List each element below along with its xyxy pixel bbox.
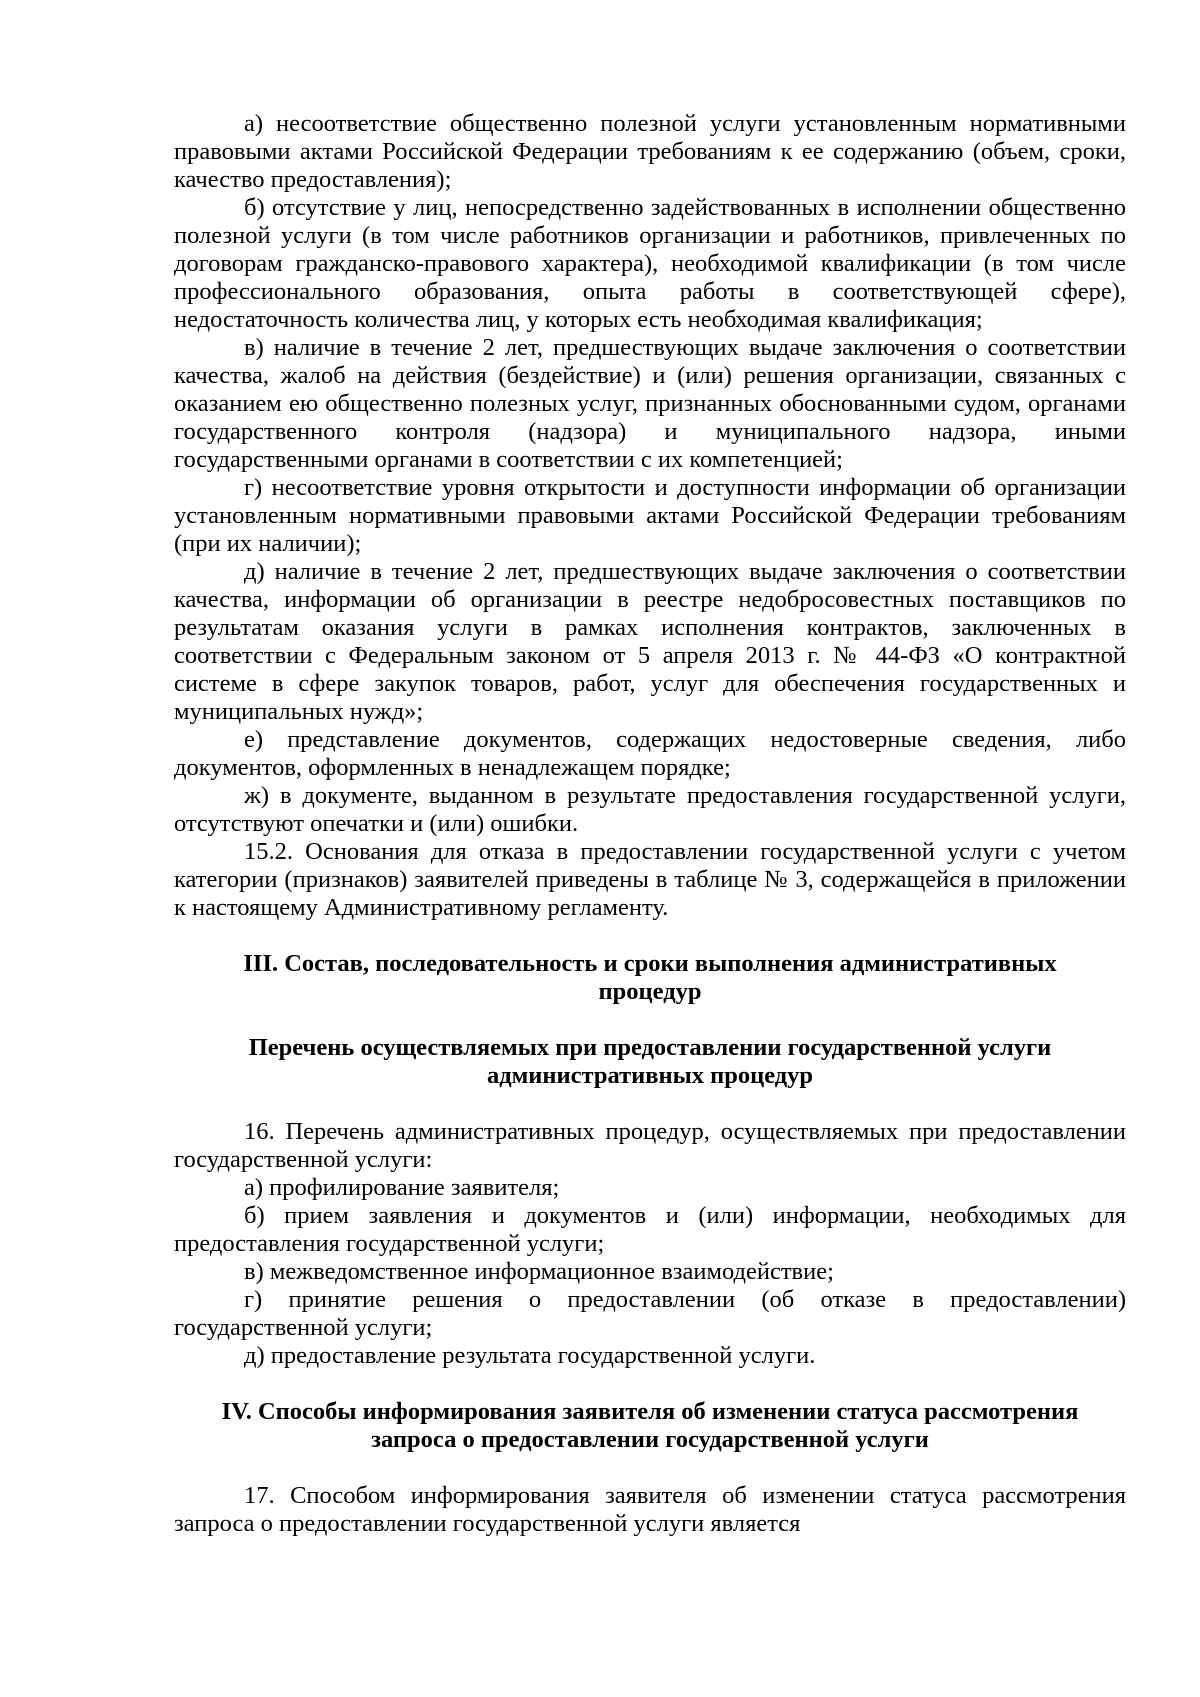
paragraph-a: а) несоответствие общественно полезной услуги установленным нормативными правовыми актами Российской Федерации требованиям к ее содержанию (объем, сроки, качество предоставления);: [174, 110, 1126, 193]
section-3-heading: III. Состав, последовательность и сроки выполнения административных процедур: [243, 950, 1057, 1005]
paragraph-v: в) наличие в течение 2 лет, предшествующих выдаче заключения о соответствии качества, жалоб на действия (бездействие) и (или) решения организации, связанных с оказанием ею общественно полезных услуг, признанных обоснованными судом, органами государственного контроля (надзора) и муниципального надзора, иными государственными органами в соответствии с их компетенцией;: [174, 334, 1126, 473]
paragraph-16-b: б) прием заявления и документов и (или) информации, необходимых для предоставления государственной услуги;: [174, 1202, 1126, 1257]
paragraph-d: д) наличие в течение 2 лет, предшествующих выдаче заключения о соответствии качества, информации об организации в реестре недобросовестных поставщиков по результатам оказания услуги в рамках исполнения контрактов, заключенных в соответствии с Федеральным законом от 5 апреля 2013 г. № 44-ФЗ «О контрактной системе в сфере закупок товаров, работ, услуг для обеспечения государственных и муниципальных нужд»;: [174, 558, 1126, 725]
paragraph-17: 17. Способом информирования заявителя об изменении статуса рассмотрения запроса о предоставлении государственной услуги является: [174, 1482, 1126, 1537]
document-page: [174, 110, 1126, 1538]
paragraph-16: 16. Перечень административных процедур, осуществляемых при предоставлении государственной услуги:: [174, 1118, 1126, 1173]
section-4-heading: IV. Способы информирования заявителя об изменении статуса рассмотрения запроса о предоставлении государственной услуги: [221, 1398, 1079, 1453]
paragraph-e: е) представление документов, содержащих недостоверные сведения, либо документов, оформленных в ненадлежащем порядке;: [174, 726, 1126, 781]
section-3-subheading: Перечень осуществляемых при предоставлении государственной услуги административных процедур: [248, 1034, 1052, 1089]
paragraph-16-d: д) предоставление результата государственной услуги.: [244, 1342, 816, 1369]
paragraph-16-g: г) принятие решения о предоставлении (об отказе в предоставлении) государственной услуги;: [174, 1286, 1126, 1341]
paragraph-g: г) несоответствие уровня открытости и доступности информации об организации установленным нормативными правовыми актами Российской Федерации требованиям (при их наличии);: [174, 474, 1126, 557]
paragraph-zh: ж) в документе, выданном в результате предоставления государственной услуги, отсутствуют опечатки и (или) ошибки.: [174, 782, 1126, 837]
paragraph-16-a: а) профилирование заявителя;: [244, 1174, 560, 1201]
paragraph-15-2: 15.2. Основания для отказа в предоставлении государственной услуги с учетом категории (признаков) заявителей приведены в таблице № 3, содержащейся в приложении к настоящему Административному регламенту.: [174, 838, 1126, 921]
paragraph-b: б) отсутствие у лиц, непосредственно задействованных в исполнении общественно полезной услуги (в том числе работников организации и работников, привлеченных по договорам гражданско-правового характера), необходимой квалификации (в том числе профессионального образования, опыта работы в соответствующей сфере), недостаточность количества лиц, у которых есть необходимая квалификация;: [174, 194, 1126, 333]
paragraph-16-v: в) межведомственное информационное взаимодействие;: [244, 1258, 834, 1285]
